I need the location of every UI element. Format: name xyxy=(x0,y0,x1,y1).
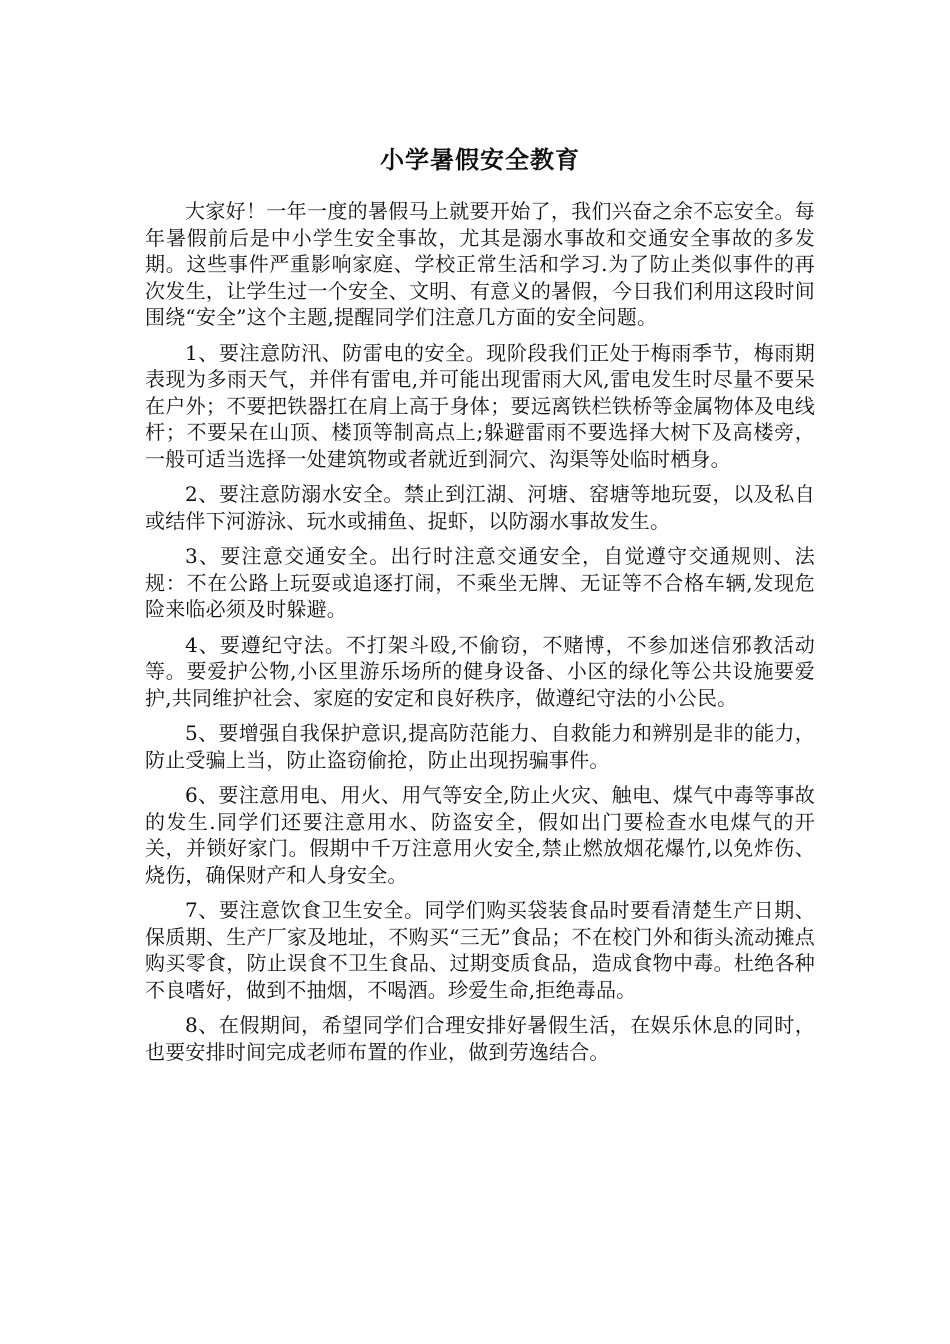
document-page xyxy=(145,140,815,1074)
intro-paragraph: 大家好！一年一度的暑假马上就要开始了，我们兴奋之余不忘安全。每年暑假前后是中小学生安全事故，尤其是溺水事故和交通安全事故的多发期。这些事件严重影响家庭、学校正常生活和学习.为了防止类似事件的再次发生，让学生过一个安全、文明、有意义的暑假，今日我们利用这段时间围绕“安全”这个主题,提醒同学们注意几方面的安全问题。 xyxy=(145,199,815,329)
paragraph-food-safety: 7、要注意饮食卫生安全。同学们购买袋装食品时要看清楚生产日期、保质期、生产厂家及地址，不购买“三无”食品；不在校门外和街头流动摊点购买零食，防止误食不卫生食品、过期变质食品，造成食物中毒。杜绝各种不良嗜好，做到不抽烟，不喝酒。珍爱生命,拒绝毒品。 xyxy=(145,898,815,1002)
paragraph-law: 4、要遵纪守法。不打架斗殴,不偷窃，不赌博，不参加迷信邪教活动等。要爱护公物,小区里游乐场所的健身设备、小区的绿化等公共设施要爱护,共同维护社会、家庭的安定和良好秩序，做遵纪守法的小公民。 xyxy=(145,632,815,710)
paragraph-self-protection: 5、要增强自我保护意识,提高防范能力、自救能力和辨别是非的能力，防止受骗上当，防止盗窃偷抢，防止出现拐骗事件。 xyxy=(145,721,815,772)
paragraph-electricity-fire: 6、要注意用电、用火、用气等安全,防止火灾、触电、煤气中毒等事故的发生.同学们还要注意用水、防盗安全，假如出门要检查水电煤气的开关，并锁好家门。假期中千万注意用火安全,禁止燃放烟花爆竹,以免炸伤、烧伤，确保财产和人身安全。 xyxy=(145,783,815,887)
paragraph-traffic: 3、要注意交通安全。出行时注意交通安全，自觉遵守交通规则、法规：不在公路上玩耍或追逐打闹，不乘坐无牌、无证等不合格车辆,发现危险来临必须及时躲避。 xyxy=(145,544,815,621)
paragraph-flood-lightning: 1、要注意防汛、防雷电的安全。现阶段我们正处于梅雨季节，梅雨期表现为多雨天气，并伴有雷电,并可能出现雷雨大风,雷电发生时尽量不要呆在户外；不要把铁器扛在肩上高于身体；要远离铁栏铁桥等金属物体及电线杆；不要呆在山顶、楼顶等制高点上;躲避雷雨不要选择大树下及高楼旁，一般可适当选择一处建筑物或者就近到洞穴、沟渠等处临时栖身。 xyxy=(145,340,815,471)
paragraph-holiday-plan: 8、在假期间，希望同学们合理安排好暑假生活，在娱乐休息的同时，也要安排时间完成老师布置的作业，做到劳逸结合。 xyxy=(145,1013,815,1064)
paragraph-drowning: 2、要注意防溺水安全。禁止到江湖、河塘、窑塘等地玩耍，以及私自或结伴下河游泳、玩水或捕鱼、捉虾，以防溺水事故发生。 xyxy=(145,482,815,533)
document-title: 小学暑假安全教育 xyxy=(380,146,580,174)
